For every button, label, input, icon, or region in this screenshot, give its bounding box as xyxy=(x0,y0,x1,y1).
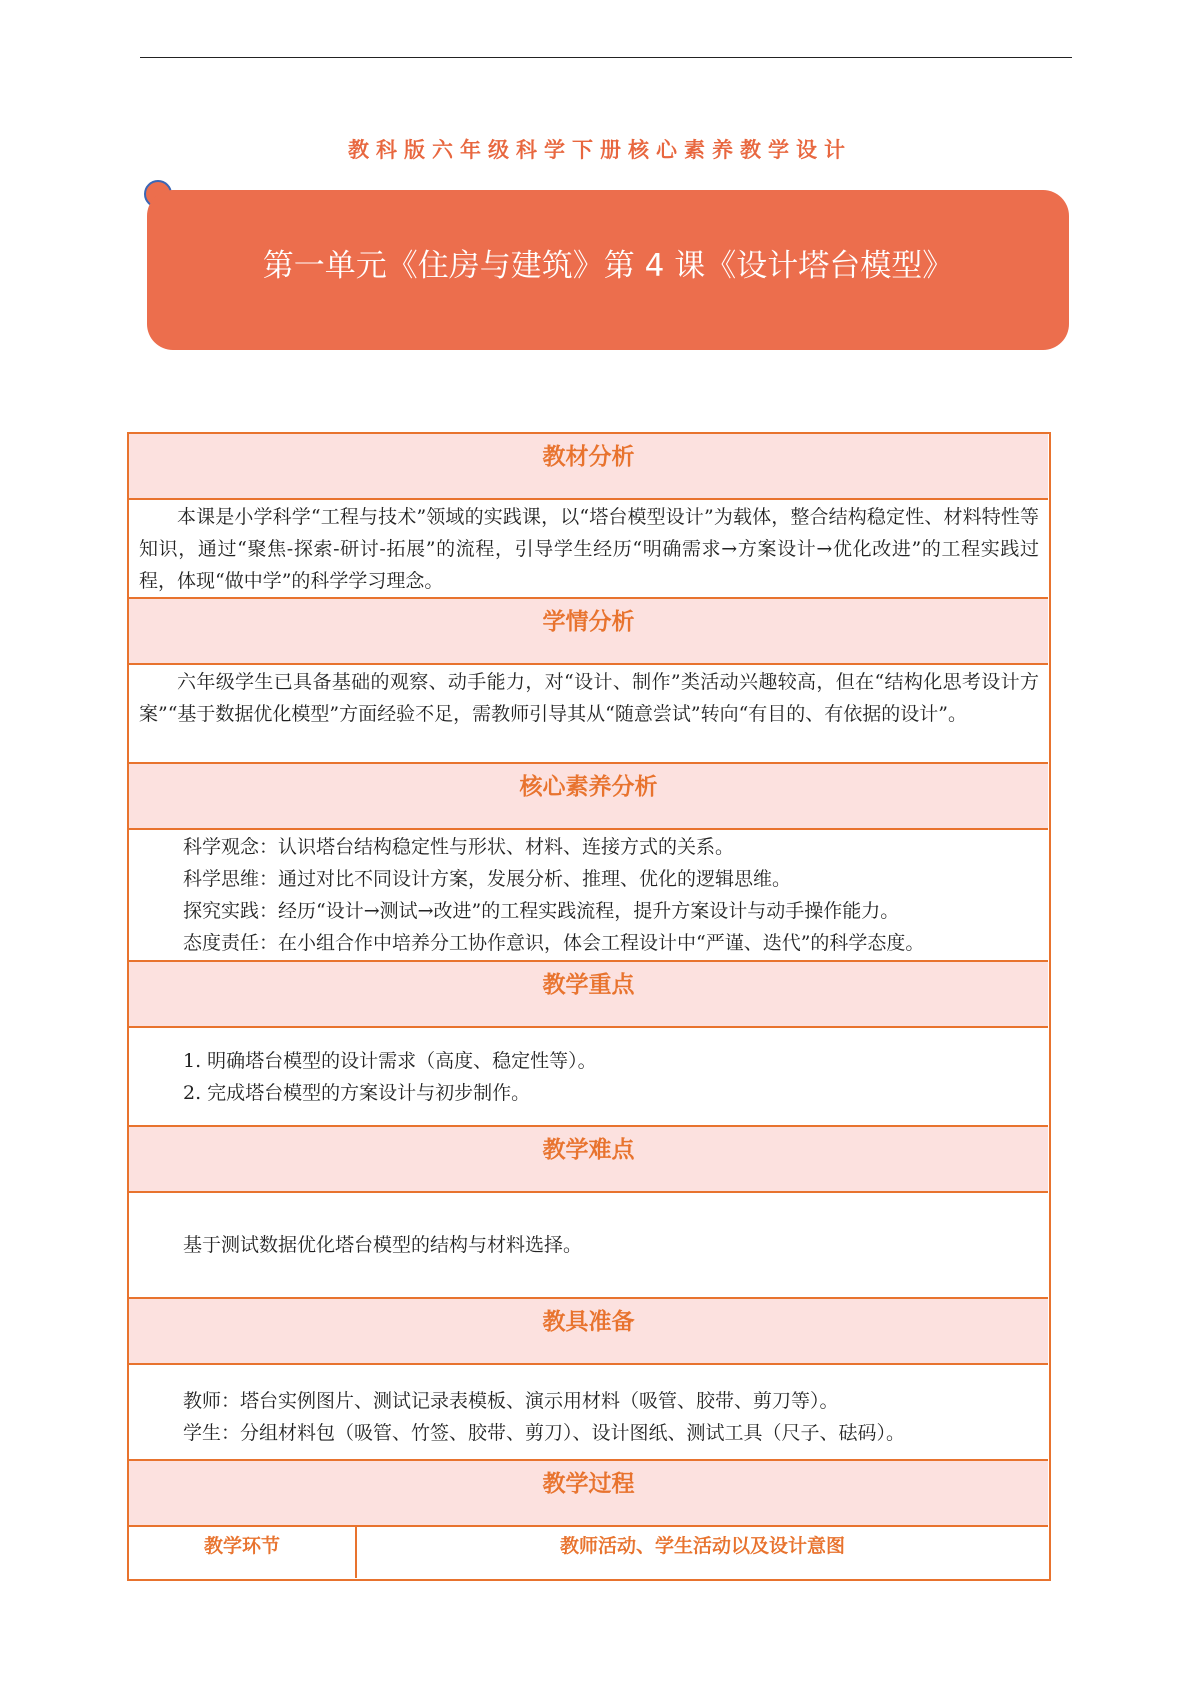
section-body-literacy xyxy=(129,830,1048,962)
key-point-item: 1. 明确塔台模型的设计需求（高度、稳定性等）。 xyxy=(183,1050,597,1072)
section-body-materials xyxy=(129,1365,1048,1461)
column-header-stage: 教学环节 xyxy=(129,1527,357,1578)
key-point-item: 2. 完成塔台模型的方案设计与初步制作。 xyxy=(183,1082,531,1104)
section-body-key-points xyxy=(129,1028,1048,1127)
section-body-students xyxy=(129,665,1048,764)
section-header-students: 学情分析 xyxy=(129,599,1048,665)
lesson-title: 第一单元《住房与建筑》第 4 课《设计塔台模型》 xyxy=(262,248,954,284)
materials-line: 教师：塔台实例图片、测试记录表模板、演示用材料（吸管、胶带、剪刀等）。 xyxy=(183,1390,839,1412)
section-header-process: 教学过程 xyxy=(129,1461,1048,1527)
difficulty-text: 基于测试数据优化塔台模型的结构与材料选择。 xyxy=(183,1234,583,1256)
series-title: 教科版六年级科学下册核心素养教学设计 xyxy=(348,138,852,162)
student-analysis-text: 六年级学生已具备基础的观察、动手能力，对“设计、制作”类活动兴趣较高，但在“结构化思考设计方案”“基于数据优化模型”方面经验不足，需教师引导其从“随意尝试”转向“有目的、有依据的设计”。 xyxy=(139,671,1039,725)
lesson-plan-table xyxy=(127,432,1051,1581)
top-rule xyxy=(140,57,1072,58)
literacy-line: 科学思维：通过对比不同设计方案，发展分析、推理、优化的逻辑思维。 xyxy=(183,868,792,890)
literacy-line: 科学观念：认识塔台结构稳定性与形状、材料、连接方式的关系。 xyxy=(183,836,735,858)
literacy-line: 探究实践：经历“设计→测试→改进”的工程实践流程，提升方案设计与动手操作能力。 xyxy=(183,900,900,922)
materials-line: 学生：分组材料包（吸管、竹签、胶带、剪刀）、设计图纸、测试工具（尺子、砝码）。 xyxy=(183,1422,906,1444)
section-header-literacy: 核心素养分析 xyxy=(129,764,1048,830)
section-body-difficulties xyxy=(129,1193,1048,1299)
section-header-textbook: 教材分析 xyxy=(129,434,1048,500)
lesson-banner xyxy=(147,190,1069,350)
process-column-headers xyxy=(129,1527,1048,1578)
section-header-materials: 教具准备 xyxy=(129,1299,1048,1365)
section-body-textbook xyxy=(129,500,1048,599)
literacy-line: 态度责任：在小组合作中培养分工协作意识，体会工程设计中“严谨、迭代”的科学态度。 xyxy=(183,932,925,954)
column-header-activities: 教师活动、学生活动以及设计意图 xyxy=(559,1535,845,1557)
section-header-difficulties: 教学难点 xyxy=(129,1127,1048,1193)
textbook-analysis-text: 本课是小学科学“工程与技术”领域的实践课，以“塔台模型设计”为载体，整合结构稳定性、材料特性等知识，通过“聚焦-探索-研讨-拓展”的流程，引导学生经历“明确需求→方案设计→优化改进”的工程实践过程，体现“做中学”的科学学习理念。 xyxy=(139,506,1039,592)
section-header-key-points: 教学重点 xyxy=(129,962,1048,1028)
